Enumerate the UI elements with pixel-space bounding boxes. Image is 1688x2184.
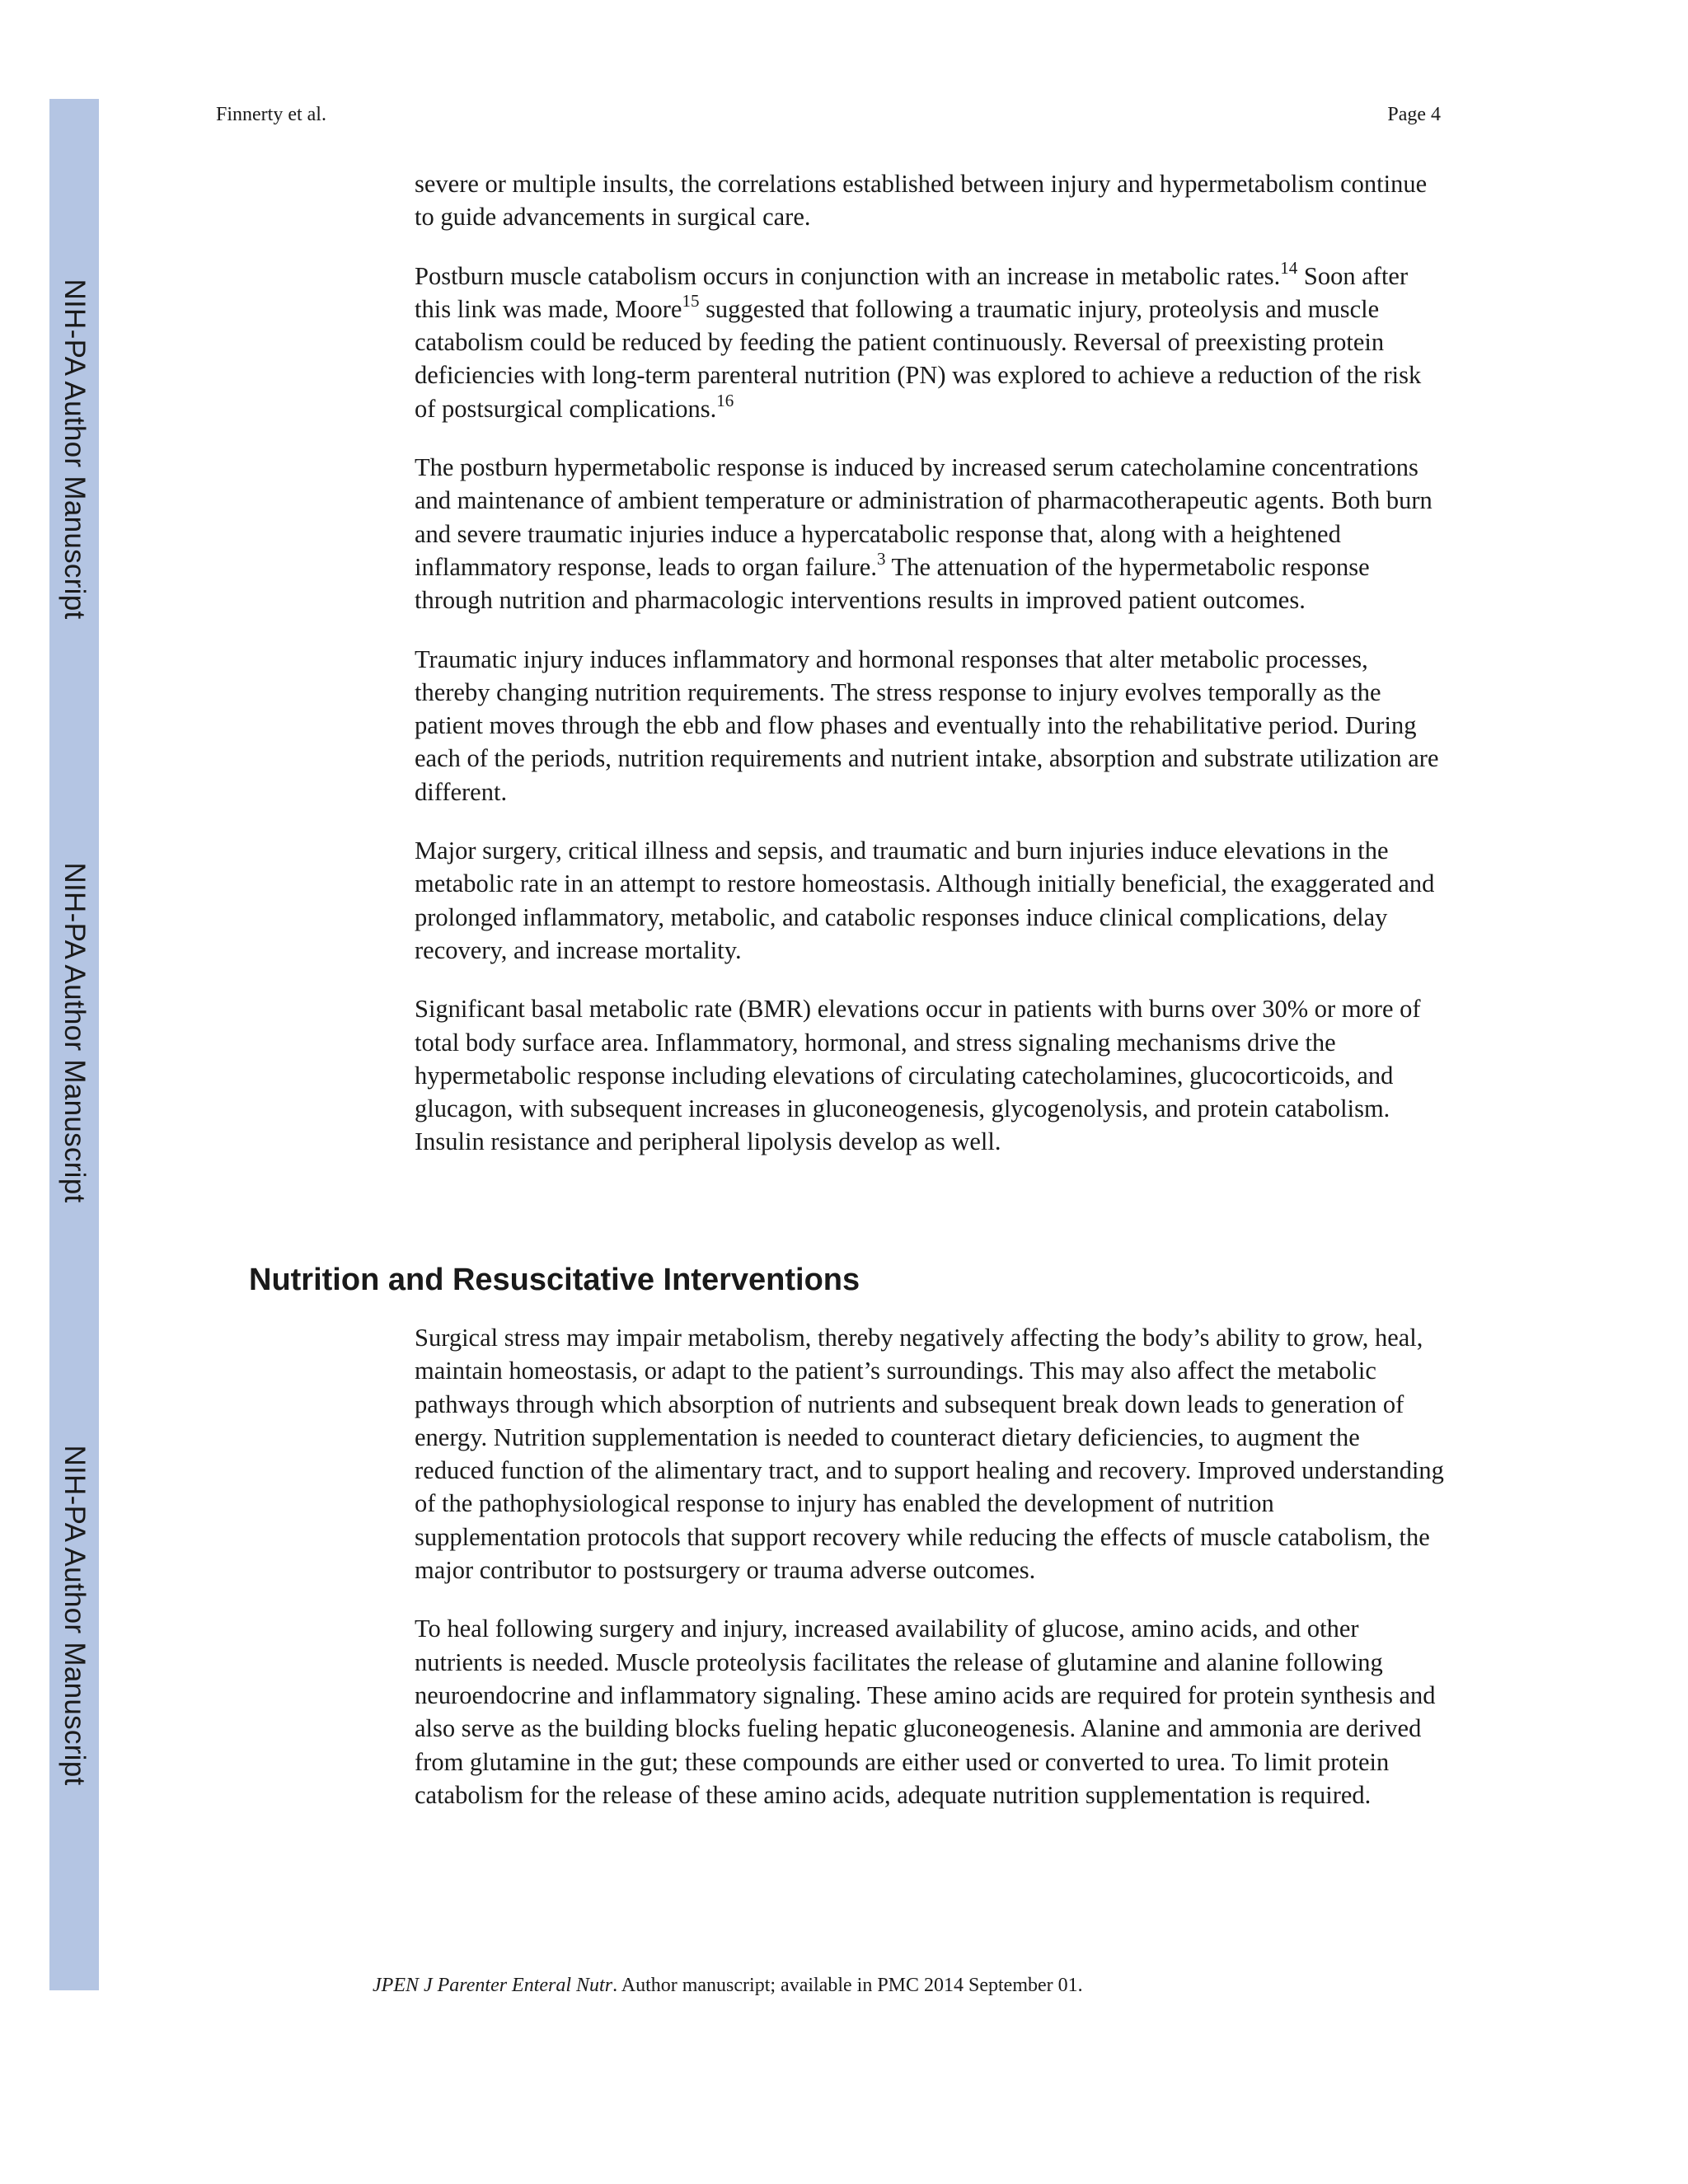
page-footer [373, 1975, 1083, 1997]
paragraph-text: severe or multiple insults, the correlations established between injury and hypermetabolism continue to guide advancements in surgical care. [415, 170, 1428, 232]
paragraph-text: Surgical stress may impair metabolism, thereby negatively affecting the body’s ability to grow, heal, maintain homeostasis, or adapt to the patient’s surroundings. This may also affect the metabolic pathways through which absorption of nutrients and subsequent break down leads to generation of energy. Nutrition supplementation is needed to counteract dietary deficiencies, to augment the reduced function of the alimentary tract, and to support healing and recovery. Improved understanding of the pathophysiological response to injury has enabled the development of nutrition supplementation protocols that support recovery while reducing the effects of muscle catabolism, the major contributor to postsurgery or trauma adverse outcomes. [415, 1324, 1444, 1585]
sidebar-label-text: NIH-PA Author Manuscript [59, 279, 91, 620]
paragraph-text: To heal following surgery and injury, increased availability of glucose, amino acids, and other nutrients is needed. Muscle proteolysis facilitates the release of glutamine and alanine following neuroendocrine and inflammatory signaling. These amino acids are required for protein synthesis and also serve as the building blocks fueling hepatic gluconeogenesis. Alanine and ammonia are derived from glutamine in the gut; these compounds are either used or converted to urea. To limit protein catabolism for the release of these amino acids, adequate nutrition supplementation is required. [415, 1615, 1436, 1809]
sidebar-label-text: NIH-PA Author Manuscript [59, 862, 91, 1203]
paragraph-text: Soon after this link was made, Moore [415, 261, 1409, 323]
paragraph-text: Significant basal metabolic rate (BMR) elevations occur in patients with burns over 30% or more of total body surface area. Inflammatory, hormonal, and stress signaling mechanisms drive the hypermetabolic response including elevations of circulating catecholamines, glucocorticoids, and glucagon, with subsequent increases in gluconeogenesis, glycogenolysis, and protein catabolism. Insulin resistance and peripheral lipolysis develop as well. [415, 995, 1421, 1156]
citation-ref[interactable]: 16 [716, 390, 734, 410]
paragraph [415, 257, 1445, 425]
citation-ref[interactable]: 15 [682, 290, 700, 311]
paragraph [415, 1321, 1445, 1586]
citation-ref[interactable]: 14 [1280, 257, 1298, 278]
paragraph-text: suggested that following a traumatic injury, proteolysis and muscle catabolism could be reduced by feeding the patient continuously. Reversal of preexisting protein deficiencies with long-term parenteral nutrition (PN) was explored to achieve a reduction of the risk of postsurgical complications. [415, 294, 1422, 423]
paragraph-text: Postburn muscle catabolism occurs in conjunction with an increase in metabolic rates. [415, 261, 1281, 290]
paragraph [415, 167, 1445, 234]
paragraph [415, 992, 1445, 1158]
section-heading: Nutrition and Resuscitative Interventions [249, 1263, 860, 1297]
paragraph [415, 643, 1445, 808]
paragraph [415, 834, 1445, 967]
citation-ref[interactable]: 3 [876, 548, 886, 569]
paragraph [415, 1612, 1445, 1811]
footer-availability: . Author manuscript; available in PMC 2014 September 01. [612, 1975, 1083, 1996]
sidebar-label-text: NIH-PA Author Manuscript [59, 1445, 91, 1786]
paragraph-text: The postburn hypermetabolic response is induced by increased serum catecholamine concentrations and maintenance of ambient temperature or administration of pharmacotherapeutic agents. Both burn and severe traumatic injuries induce a hypercatabolic response that, along with a heightened inflammatory response, leads to organ failure. [415, 453, 1432, 581]
body-text-block-1 [415, 167, 1445, 1184]
journal-name: JPEN J Parenter Enteral Nutr [373, 1975, 613, 1996]
paragraph-text: Traumatic injury induces inflammatory and hormonal responses that alter metabolic processes, thereby changing nutrition requirements. The stress response to injury evolves temporally as the patient moves through the ebb and flow phases and eventually into the rehabilitative period. During each of the periods, nutrition requirements and nutrient intake, absorption and substrate utilization are different. [415, 644, 1439, 806]
paragraph-text: Major surgery, critical illness and sepsis, and traumatic and burn injuries induce elevations in the metabolic rate in an attempt to restore homeostasis. Although initially beneficial, the exaggerated and prolonged inflammatory, metabolic, and catabolic responses induce clinical complications, delay recovery, and increase mortality. [415, 837, 1435, 964]
paragraph-text: The attenuation of the hypermetabolic response through nutrition and pharmacologic interventions results in improved patient outcomes. [415, 552, 1370, 615]
paragraph [415, 451, 1445, 616]
running-head-page-number: Page 4 [1387, 104, 1441, 125]
body-text-block-2 [415, 1321, 1445, 1837]
running-head-author: Finnerty et al. [216, 104, 326, 125]
